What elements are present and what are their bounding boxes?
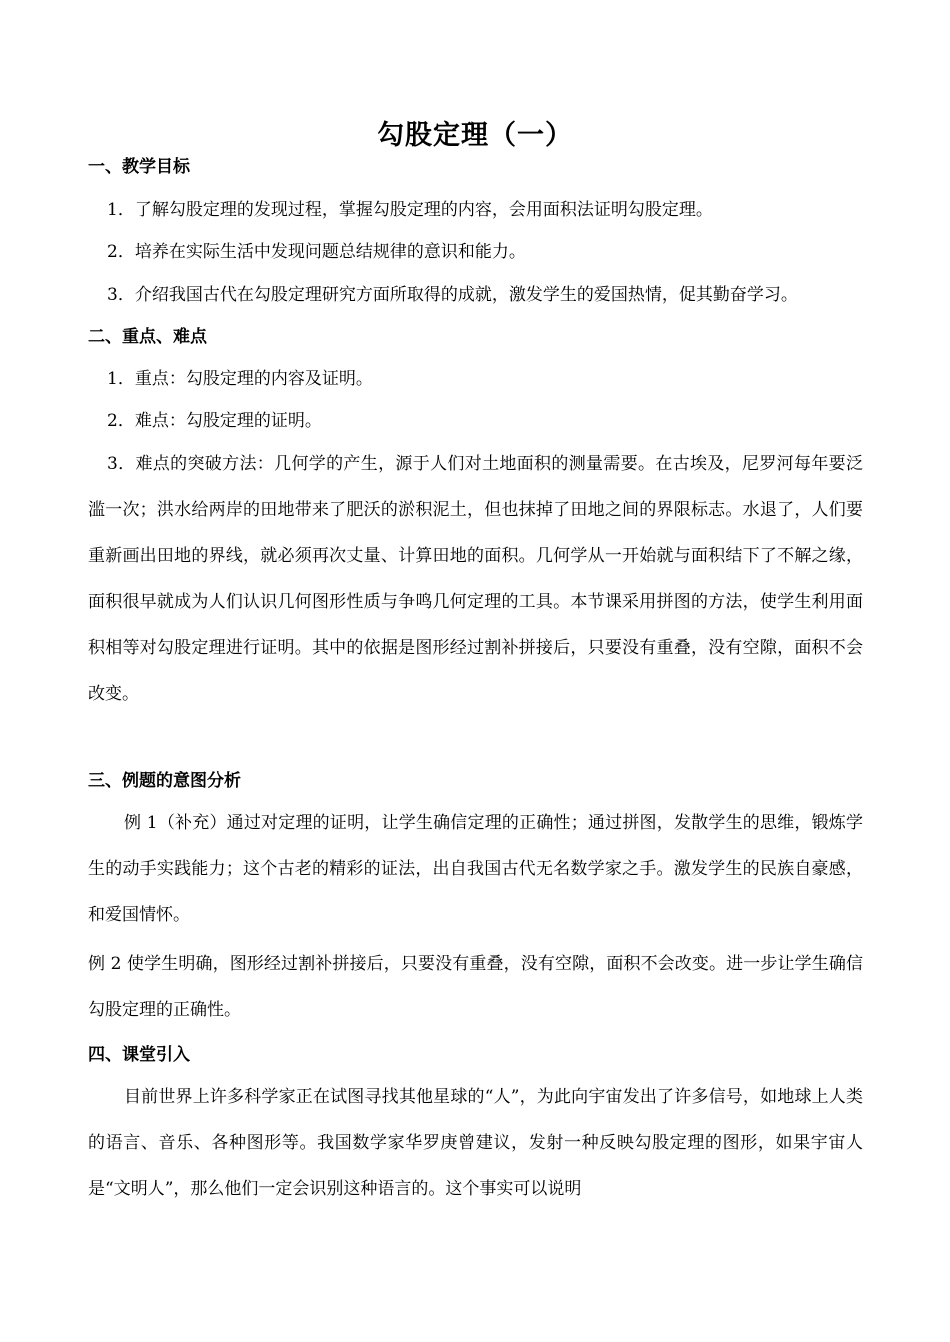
example-1-paragraph: 例 1（补充）通过对定理的证明，让学生确信定理的正确性；通过拼图，发散学生的思维，锻炼学生的动手实践能力；这个古老的精彩的证法，出自我国古代无名数学家之手。激发学生的民族自豪感，和爱国情怀。: [88, 813, 863, 925]
section-heading-examples: 三、例题的意图分析: [88, 771, 241, 791]
document-title: 勾股定理（一）: [377, 120, 573, 151]
section-heading-intro: 四、课堂引入: [88, 1045, 190, 1065]
section-heading-key-points: 二、重点、难点: [88, 327, 207, 347]
key-point-paragraph: 3．难点的突破方法：几何学的产生，源于人们对土地面积的测量需要。在古埃及，尼罗河每年要泛滥一次；洪水给两岸的田地带来了肥沃的淤积泥土，但也抹掉了田地之间的界限标志。水退了，人们要重新画出田地的界线，就必须再次丈量、计算田地的面积。几何学从一开始就与面积结下了不解之缘，面积很早就成为人们认识几何图形性质与争鸣几何定理的工具。本节课采用拼图的方法，使学生利用面积相等对勾股定理进行证明。其中的依据是图形经过割补拼接后，只要没有重叠，没有空隙，面积不会改变。: [88, 454, 863, 704]
example-2-paragraph: 例 2 使学生明确，图形经过割补拼接后，只要没有重叠，没有空隙，面积不会改变。进一步让学生确信勾股定理的正确性。: [88, 954, 863, 1020]
section-heading-goals: 一、教学目标: [88, 157, 190, 177]
key-point-item-1: 1．重点：勾股定理的内容及证明。: [107, 369, 373, 389]
goal-item-2: 2．培养在实际生活中发现问题总结规律的意识和能力。: [107, 242, 526, 262]
goal-item-3: 3．介绍我国古代在勾股定理研究方面所取得的成就，激发学生的爱国热情，促其勤奋学习。: [107, 285, 798, 305]
key-point-item-2: 2．难点：勾股定理的证明。: [107, 411, 322, 431]
intro-paragraph: 目前世界上许多科学家正在试图寻找其他星球的“人”，为此向宇宙发出了许多信号，如地球上人类的语言、音乐、各种图形等。我国数学家华罗庚曾建议，发射一种反映勾股定理的图形，如果宇宙人是“文明人”，那么他们一定会识别这种语言的。这个事实可以说明: [88, 1087, 863, 1199]
goal-item-1: 1．了解勾股定理的发现过程，掌握勾股定理的内容，会用面积法证明勾股定理。: [107, 200, 713, 220]
